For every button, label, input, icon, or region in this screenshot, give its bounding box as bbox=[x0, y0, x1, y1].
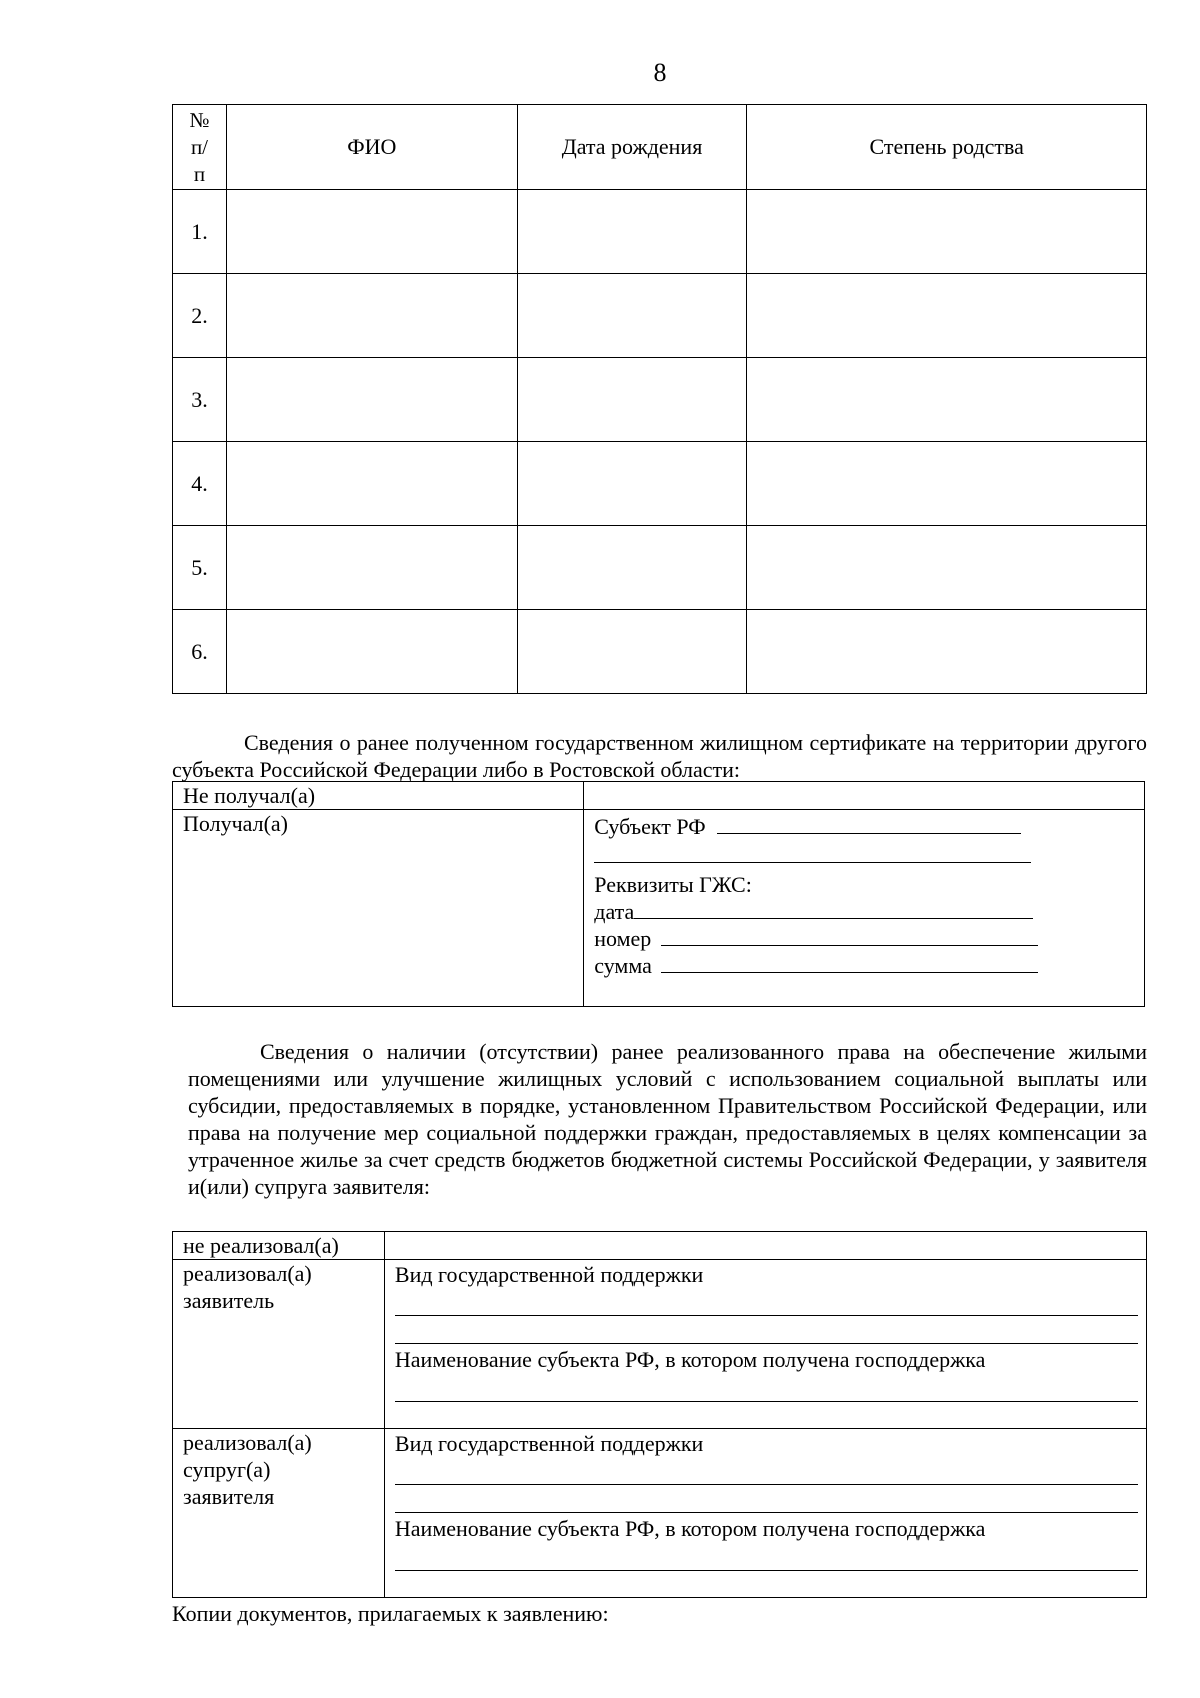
row-number: 1. bbox=[173, 190, 227, 274]
realization-table bbox=[172, 1231, 1147, 1598]
not-realized-label: не реализовал(а) bbox=[173, 1232, 385, 1260]
header-number: № п/ п bbox=[173, 105, 227, 190]
subject-name-label: Наименование субъекта РФ, в котором получена господдержка bbox=[394, 1516, 986, 1541]
certificate-intro: Сведения о ранее полученном государственном жилищном сертификате на территории другого субъекта Российской Федерации либо в Ростовской области: bbox=[172, 730, 1147, 782]
support-type-field-continued[interactable] bbox=[395, 1316, 1138, 1344]
sum-field[interactable] bbox=[661, 952, 1038, 973]
subject-name-label: Наименование субъекта РФ, в котором получена господдержка bbox=[394, 1347, 986, 1372]
subject-label: Субъект РФ bbox=[594, 814, 706, 839]
birth-date-cell[interactable] bbox=[517, 274, 747, 358]
support-type-label: Вид государственной поддержки bbox=[394, 1431, 704, 1456]
table-row bbox=[173, 1429, 1147, 1598]
requisites-label: Реквизиты ГЖС: bbox=[594, 872, 752, 897]
fio-cell[interactable] bbox=[226, 358, 517, 442]
table-row bbox=[173, 1260, 1147, 1429]
received-details bbox=[584, 810, 1145, 1007]
table-row bbox=[173, 1232, 1147, 1260]
subject-name-field[interactable] bbox=[395, 1373, 1138, 1402]
birth-date-cell[interactable] bbox=[517, 442, 747, 526]
spouse-realized-label: реализовал(а) супруг(а) заявителя bbox=[173, 1429, 385, 1598]
applicant-realized-label: реализовал(а) заявитель bbox=[173, 1260, 385, 1429]
row-number: 6. bbox=[173, 610, 227, 694]
birth-date-cell[interactable] bbox=[517, 190, 747, 274]
table-row bbox=[173, 442, 1147, 526]
support-type-label: Вид государственной поддержки bbox=[394, 1262, 704, 1287]
row-number: 4. bbox=[173, 442, 227, 526]
table-row bbox=[173, 526, 1147, 610]
relation-cell[interactable] bbox=[747, 274, 1147, 358]
table-header-row bbox=[173, 105, 1147, 190]
subject-field[interactable] bbox=[717, 813, 1021, 834]
row-number: 2. bbox=[173, 274, 227, 358]
table-row bbox=[173, 782, 1145, 810]
birth-date-cell[interactable] bbox=[517, 526, 747, 610]
relation-cell[interactable] bbox=[747, 610, 1147, 694]
birth-date-cell[interactable] bbox=[517, 358, 747, 442]
relation-cell[interactable] bbox=[747, 526, 1147, 610]
support-type-field-continued[interactable] bbox=[395, 1485, 1138, 1513]
header-relation: Степень родства bbox=[747, 105, 1147, 190]
table-row bbox=[173, 190, 1147, 274]
subject-name-field[interactable] bbox=[395, 1542, 1138, 1571]
sum-label: сумма bbox=[594, 953, 652, 978]
birth-date-cell[interactable] bbox=[517, 610, 747, 694]
fio-cell[interactable] bbox=[226, 190, 517, 274]
header-fio: ФИО bbox=[226, 105, 517, 190]
header-birth-date: Дата рождения bbox=[517, 105, 747, 190]
spouse-details bbox=[384, 1429, 1146, 1598]
certificate-table bbox=[172, 781, 1145, 1007]
not-realized-mark-cell[interactable] bbox=[384, 1232, 1146, 1260]
subject-field-continued[interactable] bbox=[594, 842, 1031, 863]
family-members-table bbox=[172, 104, 1147, 694]
attachments-title: Копии документов, прилагаемых к заявлению: bbox=[172, 1601, 609, 1626]
received-label: Получал(а) bbox=[173, 810, 584, 1007]
support-type-field[interactable] bbox=[395, 1462, 1138, 1485]
number-label: номер bbox=[594, 926, 652, 951]
realization-intro: Сведения о наличии (отсутствии) ранее реализованного права на обеспечение жилыми помещениями или улучшение жилищных условий с использованием социальной выплаты или субсидии, предоставляемых в порядке, установленном Правительством Российской Федерации, или права на получение мер социальной поддержки граждан, предоставляемых в целях компенсации за утраченное жилье за счет средств бюджетов бюджетной системы Российской Федерации, у заявителя и(или) супруга заявителя: bbox=[188, 1039, 1147, 1199]
not-received-mark-cell[interactable] bbox=[584, 782, 1145, 810]
support-type-field[interactable] bbox=[395, 1293, 1138, 1316]
number-field[interactable] bbox=[661, 925, 1038, 946]
table-row bbox=[173, 810, 1145, 1007]
fio-cell[interactable] bbox=[226, 274, 517, 358]
fio-cell[interactable] bbox=[226, 442, 517, 526]
table-row bbox=[173, 358, 1147, 442]
fio-cell[interactable] bbox=[226, 526, 517, 610]
relation-cell[interactable] bbox=[747, 442, 1147, 526]
applicant-details bbox=[384, 1260, 1146, 1429]
relation-cell[interactable] bbox=[747, 358, 1147, 442]
date-field[interactable] bbox=[634, 898, 1033, 919]
not-received-label: Не получал(а) bbox=[173, 782, 584, 810]
fio-cell[interactable] bbox=[226, 610, 517, 694]
relation-cell[interactable] bbox=[747, 190, 1147, 274]
row-number: 5. bbox=[173, 526, 227, 610]
date-label: дата bbox=[594, 899, 635, 924]
row-number: 3. bbox=[173, 358, 227, 442]
table-row bbox=[173, 274, 1147, 358]
page-number: 8 bbox=[653, 58, 667, 87]
table-row bbox=[173, 610, 1147, 694]
